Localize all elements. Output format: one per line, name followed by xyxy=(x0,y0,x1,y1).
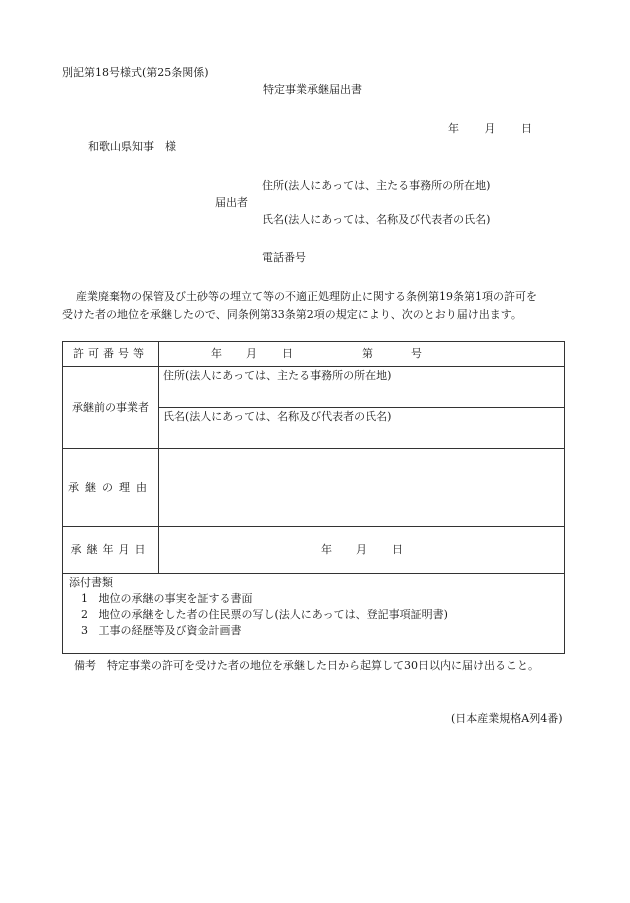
reason-label-cell xyxy=(63,449,159,527)
footer-note: (日本産業規格A列4番) xyxy=(451,712,563,725)
succession-day: 日 xyxy=(392,543,403,556)
permit-dai: 第 xyxy=(362,347,373,360)
submitter-role-label: 届出者 xyxy=(215,196,248,209)
permit-value-cell xyxy=(159,342,565,367)
attachment-item xyxy=(69,623,558,639)
form-number: 別記第18号様式(第25条関係) xyxy=(62,66,209,79)
remarks: 備考 特定事業の許可を受けた者の地位を承継した日から起算して30日以内に届け出ること。 xyxy=(74,659,539,672)
attachments-cell xyxy=(63,574,565,654)
permit-year: 年 xyxy=(211,347,222,360)
attachment-item xyxy=(69,591,558,607)
date-day-label: 日 xyxy=(521,122,532,135)
attachment-number: 2 xyxy=(81,608,88,621)
permit-label-cell xyxy=(63,342,159,367)
addressee: 和歌山県知事 様 xyxy=(88,140,176,153)
submitter-phone-label: 電話番号 xyxy=(262,251,306,264)
date-year-label: 年 xyxy=(448,122,459,135)
succession-date-value-cell[interactable] xyxy=(159,527,565,574)
predecessor-label-cell xyxy=(63,367,159,449)
attachment-text: 地位の承継の事実を証する書面 xyxy=(98,592,253,605)
submitter-name-label: 氏名(法人にあっては、名称及び代表者の氏名) xyxy=(262,213,491,226)
body-text-line2: 受けた者の地位を承継したので、同条例第33条第2項の規定により、次のとおり届け出ます。 xyxy=(62,308,522,321)
permit-label: 許可番号等 xyxy=(73,347,148,360)
attachment-number: 3 xyxy=(81,624,88,637)
date-line xyxy=(448,122,532,136)
permit-go: 号 xyxy=(411,347,422,360)
attachment-number: 1 xyxy=(81,592,88,605)
date-month-label: 月 xyxy=(484,122,496,135)
attachments-heading: 添付書類 xyxy=(69,576,113,589)
predecessor-address-cell[interactable] xyxy=(159,367,565,408)
form-title: 特定事業承継届出書 xyxy=(263,83,362,96)
form-table xyxy=(62,341,565,654)
reason-value-cell[interactable] xyxy=(159,449,565,527)
body-text-line1: 産業廃棄物の保管及び土砂等の埋立て等の不適正処理防止に関する条例第19条第1項の許可を xyxy=(76,290,537,303)
reason-label: 承継の理由 xyxy=(68,480,153,494)
submitter-address-label: 住所(法人にあっては、主たる事務所の所在地) xyxy=(262,179,491,192)
attachment-text: 工事の経歴等及び資金計画書 xyxy=(98,624,242,637)
succession-year: 年 xyxy=(321,543,332,556)
predecessor-name-label: 氏名(法人にあっては、名称及び代表者の氏名) xyxy=(163,410,392,423)
permit-day: 日 xyxy=(282,347,293,360)
predecessor-name-cell[interactable] xyxy=(159,408,565,449)
attachment-text: 地位の承継をした者の住民票の写し(法人にあっては、登記事項証明書) xyxy=(98,608,448,621)
succession-month: 月 xyxy=(356,543,367,556)
succession-date-label: 承継年月日 xyxy=(70,543,151,556)
succession-date-label-cell xyxy=(63,527,159,574)
permit-month: 月 xyxy=(246,347,257,360)
predecessor-label: 承継前の事業者 xyxy=(72,400,149,414)
predecessor-address-label: 住所(法人にあっては、主たる事務所の所在地) xyxy=(163,369,392,382)
attachment-item xyxy=(69,607,558,623)
